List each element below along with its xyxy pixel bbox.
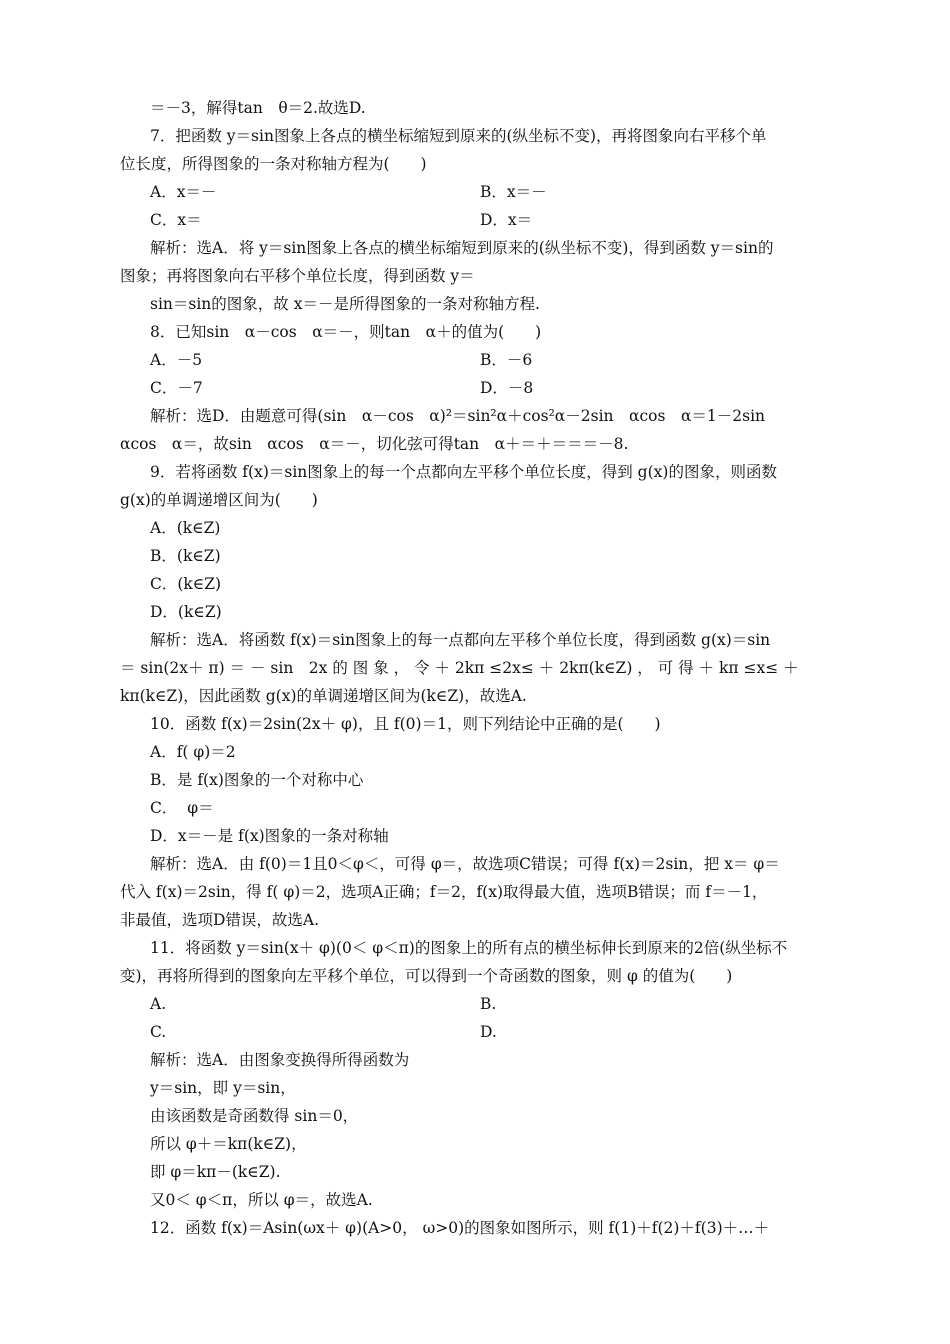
option-c: C．x＝ [150, 211, 202, 229]
option-a: A．－5 [150, 351, 203, 369]
option-d: D．x＝ [480, 211, 533, 229]
option-c: C．(k∈Z) [150, 575, 222, 593]
option-d: D. [480, 1023, 497, 1041]
option-c: C．－7 [150, 379, 203, 397]
text-line: 所以 φ＋＝kπ(k∈Z)， [150, 1135, 307, 1153]
option-b: B. [480, 995, 497, 1013]
text-line: ＝ sin(2x＋ π) ＝ － sin 2x 的 图 象 ， 令 ＋ 2kπ ≤2x≤ ＋ 2kπ(k∈Z) ， 可 得 ＋ kπ ≤x≤ ＋ [120, 659, 799, 677]
option-a: A．(k∈Z) [150, 519, 221, 537]
option-d: D．(k∈Z) [150, 603, 222, 621]
text-line: αcos α＝，故sin αcos α＝－，切化弦可得tan α＋＝＋＝＝＝－8. [120, 435, 629, 453]
text-line: kπ(k∈Z)，因此函数 g(x)的单调递增区间为(k∈Z)，故选A. [120, 687, 527, 705]
question-9-line: 9．若将函数 f(x)＝sin图象上的每一个点都向左平移个单位长度，得到 g(x)的图象，则函数 [150, 463, 777, 481]
solution-line: 解析：选D．由题意可得(sin α－cos α)²＝sin²α＋cos²α－2sin αcos α＝1－2sin [150, 407, 766, 425]
text-line: sin＝sin的图象，故 x＝－是所得图象的一条对称轴方程. [150, 295, 540, 313]
question-12-line: 12．函数 f(x)＝Asin(ωx＋ φ)(A>0， ω>0)的图象如图所示，则 f(1)＋f(2)＋f(3)＋…＋ [150, 1219, 770, 1237]
question-8-line: 8．已知sin α－cos α＝－，则tan α＋的值为( ) [150, 323, 542, 341]
option-b: B．x＝－ [480, 183, 547, 201]
text-line: 即 φ＝kπ－(k∈Z). [150, 1163, 281, 1181]
solution-line: 解析：选A．将 y＝sin图象上各点的横坐标缩短到原来的(纵坐标不变)，得到函数 y＝sin的 [150, 239, 774, 257]
question-10-line: 10．函数 f(x)＝2sin(2x＋ φ)，且 f(0)＝1，则下列结论中正确的是( ) [150, 715, 661, 733]
option-d: D．－8 [480, 379, 534, 397]
option-b: B．－6 [480, 351, 533, 369]
text-line: g(x)的单调递增区间为( ) [120, 491, 318, 509]
text-line: 位长度，所得图象的一条对称轴方程为( ) [120, 155, 427, 173]
solution-line: 解析：选A．由图象变换得所得函数为 [150, 1051, 410, 1069]
text-line: ＝－3，解得tan θ＝2.故选D. [150, 99, 366, 117]
question-7-line: 7．把函数 y＝sin图象上各点的横坐标缩短到原来的(纵坐标不变)，再将图象向右平移个单 [150, 127, 767, 145]
option-a: A. [150, 995, 167, 1013]
text-line: 图象；再将图象向右平移个单位长度，得到函数 y＝ [120, 267, 475, 285]
option-a: A．x＝－ [150, 183, 217, 201]
text-line: 代入 f(x)＝2sin，得 f( φ)＝2，选项A正确；f＝2，f(x)取得最大值，选项B错误；而 f＝－1， [120, 883, 768, 901]
option-c: C. [150, 1023, 167, 1041]
text-line: 又0＜ φ＜π，所以 φ＝，故选A. [150, 1191, 373, 1209]
solution-line: 解析：选A．由 f(0)＝1且0＜φ＜，可得 φ＝，故选项C错误；可得 f(x)＝2sin，把 x＝ φ＝ [150, 855, 780, 873]
option-b: B．是 f(x)图象的一个对称中心 [150, 771, 364, 789]
option-a: A．f( φ)＝2 [150, 743, 236, 761]
option-b: B．(k∈Z) [150, 547, 221, 565]
option-d: D．x＝－是 f(x)图象的一条对称轴 [150, 827, 389, 845]
question-11-line: 11．将函数 y＝sin(x＋ φ)(0＜ φ＜π)的图象上的所有点的横坐标伸长到原来的2倍(纵坐标不 [150, 939, 788, 957]
solution-line: 解析：选A．将函数 f(x)＝sin图象上的每一点都向左平移个单位长度，得到函数 g(x)＝sin [150, 631, 771, 649]
text-line: y＝sin，即 y＝sin， [150, 1079, 296, 1097]
text-line: 非最值，选项D错误，故选A. [120, 911, 320, 929]
text-line: 由该函数是奇函数得 sin＝0， [150, 1107, 359, 1125]
text-line: 变)，再将所得到的图象向左平移个单位，可以得到一个奇函数的图象，则 φ 的值为( ) [120, 967, 733, 985]
option-c: C． φ＝ [150, 799, 214, 817]
